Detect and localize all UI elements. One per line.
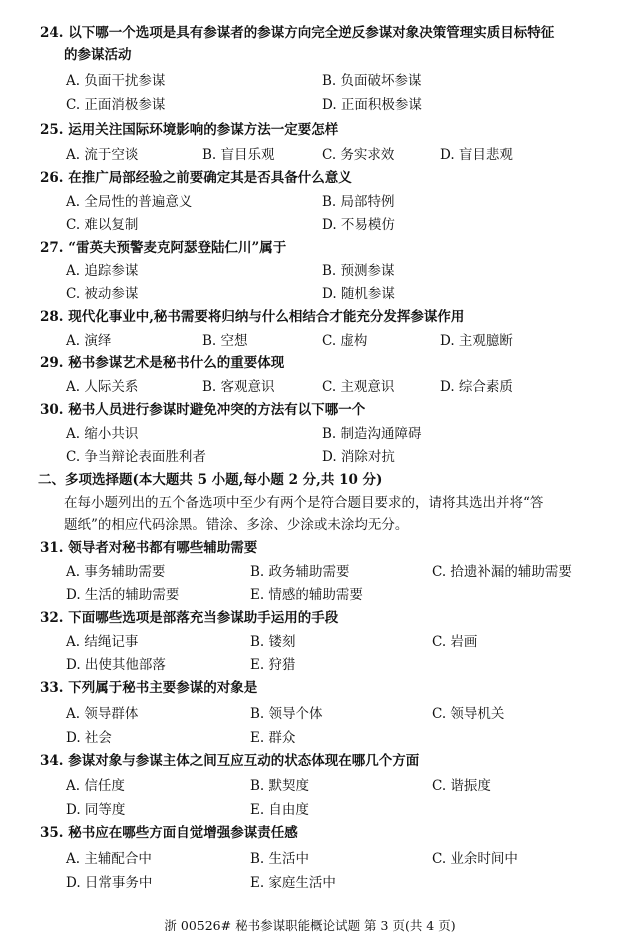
question-35-option-c: C. 业余时间中 (432, 851, 518, 867)
question-29-stem (40, 354, 284, 372)
question-35-stem (40, 824, 298, 842)
question-26-option-d: D. 不易模仿 (322, 217, 395, 233)
question-30-option-c: C. 争当辩论表面胜利者 (66, 449, 206, 465)
question-34-option-a: A. 信任度 (66, 778, 125, 794)
question-27-option-c: C. 被动参谋 (66, 286, 139, 302)
question-35-option-e: E. 家庭生活中 (250, 875, 336, 891)
question-27-option-b: B. 预测参谋 (322, 263, 395, 279)
question-24-stem-cont: 的参谋活动 (64, 47, 132, 63)
question-text: 参谋对象与参谋主体之间互应互动的状态体现在哪几个方面 (68, 753, 420, 769)
question-24-option-a: A. 负面干扰参谋 (66, 73, 166, 89)
question-text: “雷英夫预警麦克阿瑟登陆仁川”属于 (68, 240, 287, 256)
question-30-stem (40, 401, 365, 419)
question-34-option-b: B. 默契度 (250, 778, 310, 794)
question-24-option-b: B. 负面破坏参谋 (322, 73, 422, 89)
question-34-stem (40, 752, 419, 770)
question-29-option-c: C. 主观意识 (322, 379, 395, 395)
question-34-option-c: C. 谐振度 (432, 778, 491, 794)
question-text: 下面哪些选项是部落充当参谋助手运用的手段 (68, 610, 339, 626)
question-number: 35. (40, 825, 64, 841)
question-35-option-b: B. 生活中 (250, 851, 310, 867)
question-27-stem (40, 239, 286, 257)
question-number: 29. (40, 355, 64, 371)
question-29-option-b: B. 客观意识 (202, 379, 275, 395)
question-text: 下列属于秘书主要参谋的对象是 (68, 680, 258, 696)
question-text: 在推广局部经验之前要确定其是否具备什么意义 (68, 170, 352, 186)
question-28-option-c: C. 虚构 (322, 333, 368, 349)
question-text: 以下哪一个选项是具有参谋者的参谋方向完全逆反参谋对象决策管理实质目标特征 (68, 25, 555, 41)
question-35-option-a: A. 主辅配合中 (66, 851, 152, 867)
question-text: 秘书应在哪些方面自觉增强参谋责任感 (68, 825, 298, 841)
section-2-instructions: 在每小题列出的五个备选项中至少有两个是符合题目要求的，请将其选出并将“答 (64, 495, 544, 511)
page-footer: 浙 00526# 秘书参谋职能概论试题 第 3 页(共 4 页) (164, 918, 456, 933)
question-number: 34. (40, 753, 64, 769)
question-32-option-d: D. 出使其他部落 (66, 657, 166, 673)
question-29-option-a: A. 人际关系 (66, 379, 139, 395)
question-text: 秘书人员进行参谋时避免冲突的方法有以下哪一个 (68, 402, 366, 418)
question-32-option-c: C. 岩画 (432, 634, 478, 650)
question-28-option-a: A. 演绎 (66, 333, 112, 349)
question-number: 33. (40, 680, 64, 696)
question-33-option-a: A. 领导群体 (66, 706, 139, 722)
question-number: 32. (40, 610, 64, 626)
question-31-option-c: C. 拾遗补漏的辅助需要 (432, 564, 572, 580)
question-number: 24. (40, 25, 64, 41)
question-32-option-e: E. 狩猎 (250, 657, 296, 673)
question-25-option-d: D. 盲目悲观 (440, 147, 513, 163)
question-24-stem (40, 24, 554, 42)
question-number: 31. (40, 540, 64, 556)
question-27-option-d: D. 随机参谋 (322, 286, 395, 302)
question-33-option-e: E. 群众 (250, 730, 296, 746)
question-26-option-a: A. 全局性的普遍意义 (66, 194, 193, 210)
question-28-stem (40, 308, 464, 326)
question-31-option-b: B. 政务辅助需要 (250, 564, 350, 580)
question-31-option-d: D. 生活的辅助需要 (66, 587, 180, 603)
question-31-stem (40, 539, 257, 557)
question-25-option-a: A. 流于空谈 (66, 147, 139, 163)
question-29-option-d: D. 综合素质 (440, 379, 513, 395)
question-30-option-b: B. 制造沟通障碍 (322, 426, 422, 442)
question-34-option-d: D. 同等度 (66, 802, 126, 818)
question-32-option-b: B. 镂刻 (250, 634, 296, 650)
question-33-stem (40, 679, 257, 697)
question-33-option-c: C. 领导机关 (432, 706, 505, 722)
question-31-option-e: E. 情感的辅助需要 (250, 587, 363, 603)
question-text: 领导者对秘书都有哪些辅助需要 (68, 540, 258, 556)
question-33-option-b: B. 领导个体 (250, 706, 323, 722)
section-2-instructions-cont: 题纸”的相应代码涂黑。错涂、多涂、少涂或未涂均无分。 (64, 517, 409, 533)
question-number: 25. (40, 122, 64, 138)
question-26-stem (40, 169, 352, 187)
question-34-option-e: E. 自由度 (250, 802, 309, 818)
question-25-stem (40, 121, 338, 139)
question-35-option-d: D. 日常事务中 (66, 875, 153, 891)
question-25-option-b: B. 盲目乐观 (202, 147, 275, 163)
question-number: 27. (40, 240, 64, 256)
question-text: 现代化事业中,秘书需要将归纳与什么相结合才能充分发挥参谋作用 (68, 309, 465, 325)
section-2-title: 二、多项选择题(本大题共 5 小题,每小题 2 分,共 10 分) (38, 472, 383, 488)
question-26-option-c: C. 难以复制 (66, 217, 139, 233)
question-27-option-a: A. 追踪参谋 (66, 263, 139, 279)
question-32-option-a: A. 结绳记事 (66, 634, 139, 650)
question-24-option-c: C. 正面消极参谋 (66, 97, 166, 113)
question-number: 26. (40, 170, 64, 186)
question-30-option-d: D. 消除对抗 (322, 449, 395, 465)
question-28-option-d: D. 主观臆断 (440, 333, 513, 349)
question-31-option-a: A. 事务辅助需要 (66, 564, 166, 580)
question-33-option-d: D. 社会 (66, 730, 112, 746)
question-text: 运用关注国际环境影响的参谋方法一定要怎样 (68, 122, 339, 138)
question-26-option-b: B. 局部特例 (322, 194, 395, 210)
question-number: 28. (40, 309, 64, 325)
question-24-option-d: D. 正面积极参谋 (322, 97, 422, 113)
question-number: 30. (40, 402, 64, 418)
question-28-option-b: B. 空想 (202, 333, 248, 349)
question-30-option-a: A. 缩小共识 (66, 426, 139, 442)
question-text: 秘书参谋艺术是秘书什么的重要体现 (68, 355, 285, 371)
question-25-option-c: C. 务实求效 (322, 147, 395, 163)
question-32-stem (40, 609, 338, 627)
